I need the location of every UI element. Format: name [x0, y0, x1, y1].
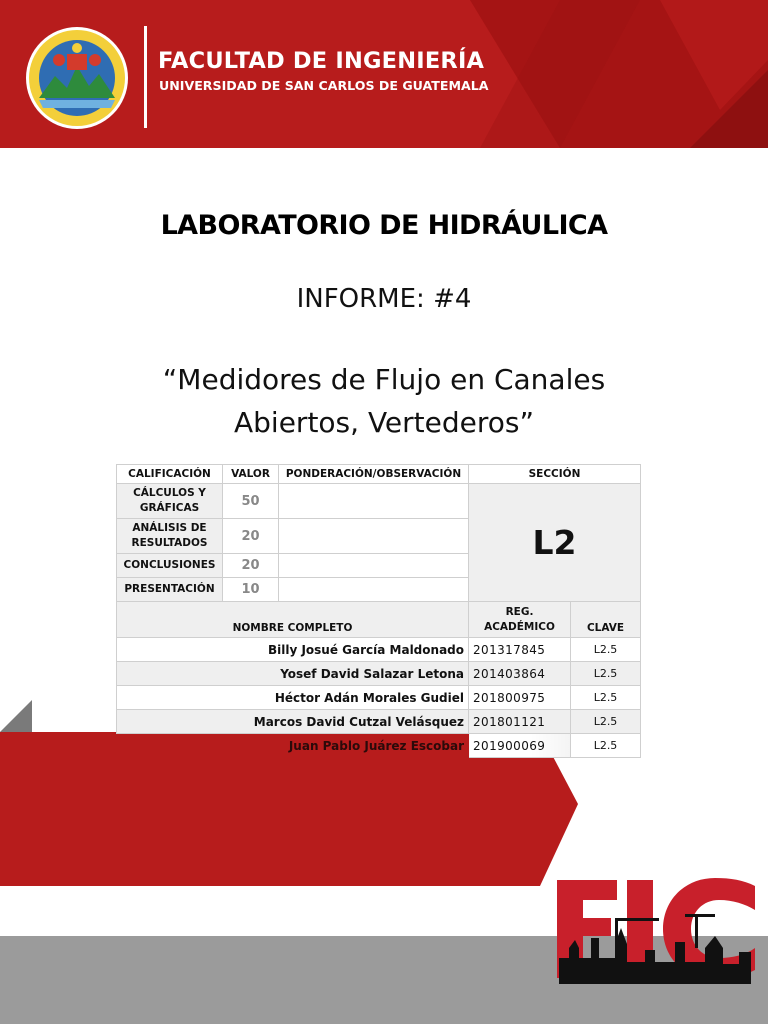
grades-header-row — [117, 465, 641, 484]
student-reg: 201403864 — [469, 662, 571, 686]
report-subject-line-2: Abiertos, Vertederos” — [234, 406, 534, 439]
report-subject — [84, 358, 684, 444]
student-row — [117, 734, 641, 758]
criteria-value: 50 — [223, 484, 279, 519]
student-reg: 201317845 — [469, 638, 571, 662]
university-name: UNIVERSIDAD DE SAN CARLOS DE GUATEMALA — [159, 78, 489, 93]
observation-cell — [279, 554, 469, 578]
observation-cell — [279, 578, 469, 602]
fic-logo-icon — [555, 878, 765, 988]
header-section: SECCIÓN — [469, 465, 641, 484]
students-header-row — [117, 602, 641, 638]
header-key: CLAVE — [571, 602, 641, 638]
criteria-label: CÁLCULOS Y GRÁFICAS — [117, 484, 223, 519]
header-observation: PONDERACIÓN/OBSERVACIÓN — [279, 465, 469, 484]
student-reg: 201900069 — [469, 734, 571, 758]
header-reg-academico: REG. ACADÉMICO — [469, 602, 571, 638]
student-key: L2.5 — [571, 686, 641, 710]
student-reg: 201801121 — [469, 710, 571, 734]
student-key: L2.5 — [571, 734, 641, 758]
student-row — [117, 686, 641, 710]
header-value: VALOR — [223, 465, 279, 484]
lab-title: LABORATORIO DE HIDRÁULICA — [160, 210, 608, 241]
header-divider — [144, 26, 147, 128]
grades-table — [116, 464, 641, 758]
observation-cell — [279, 519, 469, 554]
criteria-row — [117, 484, 641, 519]
observation-cell — [279, 484, 469, 519]
criteria-label: CONCLUSIONES — [117, 554, 223, 578]
criteria-value: 10 — [223, 578, 279, 602]
faculty-title: FACULTAD DE INGENIERÍA — [158, 48, 485, 74]
student-name: Billy Josué García Maldonado — [117, 638, 469, 662]
criteria-value: 20 — [223, 554, 279, 578]
student-row — [117, 710, 641, 734]
student-name: Juan Pablo Juárez Escobar — [117, 734, 469, 758]
student-row — [117, 662, 641, 686]
criteria-label: PRESENTACIÓN — [117, 578, 223, 602]
header-criteria: CALIFICACIÓN — [117, 465, 223, 484]
criteria-value: 20 — [223, 519, 279, 554]
report-subject-line-1: “Medidores de Flujo en Canales — [162, 363, 606, 396]
section-value: L2 — [469, 484, 641, 602]
student-key: L2.5 — [571, 662, 641, 686]
report-number: INFORME: #4 — [296, 284, 472, 314]
student-reg: 201800975 — [469, 686, 571, 710]
student-name: Héctor Adán Morales Gudiel — [117, 686, 469, 710]
criteria-label: ANÁLISIS DE RESULTADOS — [117, 519, 223, 554]
university-seal-icon — [25, 26, 129, 130]
header-student-name: NOMBRE COMPLETO — [117, 602, 469, 638]
student-key: L2.5 — [571, 710, 641, 734]
header-band — [0, 0, 768, 148]
student-row — [117, 638, 641, 662]
student-name: Yosef David Salazar Letona — [117, 662, 469, 686]
student-name: Marcos David Cutzal Velásquez — [117, 710, 469, 734]
student-key: L2.5 — [571, 638, 641, 662]
